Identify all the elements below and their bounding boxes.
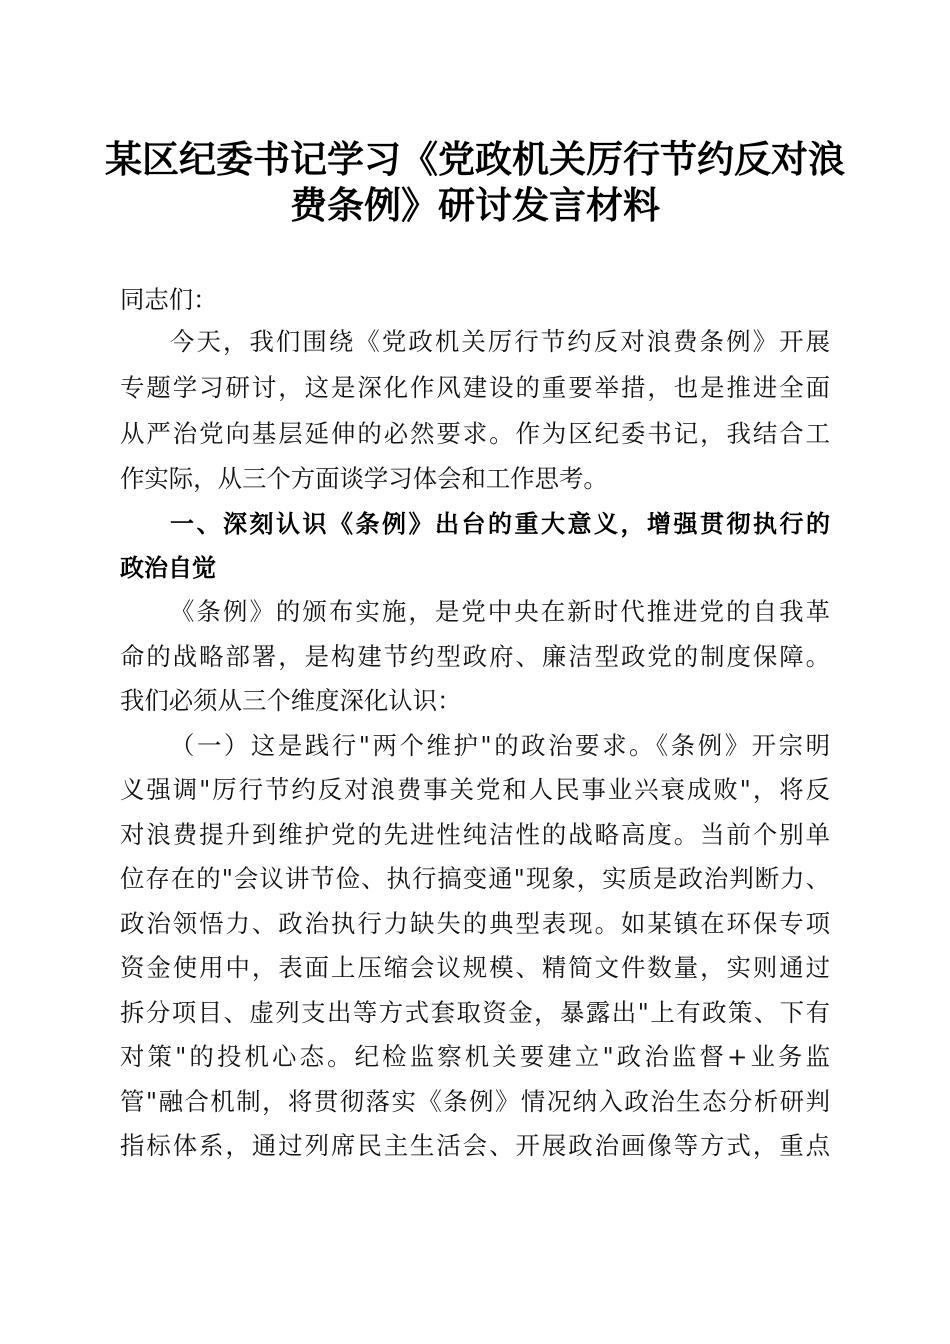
paragraph-line: 位存在的"会议讲节俭、执行搞变通"现象，实质是政治判断力、 <box>120 864 830 893</box>
paragraph-line: 资金使用中，表面上压缩会议规模、精简文件数量，实则通过 <box>120 953 830 982</box>
document-title-line-1: 某区纪委书记学习《党政机关厉行节约反对浪 <box>105 137 845 181</box>
paragraph-line: 命的战略部署，是构建节约型政府、廉洁型政党的制度保障。 <box>120 642 830 671</box>
paragraph-line: 专题学习研讨，这是深化作风建设的重要举措，也是推进全面 <box>120 373 830 402</box>
paragraph-line: 从严治党向基层延伸的必然要求。作为区纪委书记，我结合工 <box>120 419 830 448</box>
paragraph-line: 义强调"厉行节约反对浪费事关党和人民事业兴衰成败"，将反 <box>120 775 830 804</box>
paragraph-line: （一）这是践行"两个维护"的政治要求。《条例》开宗明 <box>170 731 830 760</box>
section-heading: 一、深刻认识《条例》出台的重大意义，增强贯彻执行的 <box>170 510 830 538</box>
paragraph-line: 管"融合机制，将贯彻落实《条例》情况纳入政治生态分析研判 <box>120 1087 830 1116</box>
paragraph-line: 我们必须从三个维度深化认识： <box>120 686 462 715</box>
paragraph-line: 拆分项目、虚列支出等方式套取资金，暴露出"上有政策、下有 <box>120 998 830 1027</box>
paragraph-line: 对浪费提升到维护党的先进性纯洁性的战略高度。当前个别单 <box>120 820 830 849</box>
section-heading: 政治自觉 <box>120 554 216 582</box>
paragraph-line: 作实际，从三个方面谈学习体会和工作思考。 <box>120 464 608 493</box>
document-title-line-2: 费条例》研讨发言材料 <box>290 183 660 227</box>
paragraph-line: 对策"的投机心态。纪检监察机关要建立"政治监督+业务监 <box>120 1042 830 1071</box>
paragraph-line: 今天，我们围绕《党政机关厉行节约反对浪费条例》开展 <box>170 327 830 356</box>
paragraph-line: 政治领悟力、政治执行力缺失的典型表现。如某镇在环保专项 <box>120 909 830 938</box>
salutation: 同志们： <box>120 285 218 314</box>
paragraph-line: 指标体系，通过列席民主生活会、开展政治画像等方式，重点 <box>120 1131 830 1160</box>
paragraph-line: 《条例》的颁布实施，是党中央在新时代推进党的自我革 <box>170 597 830 626</box>
